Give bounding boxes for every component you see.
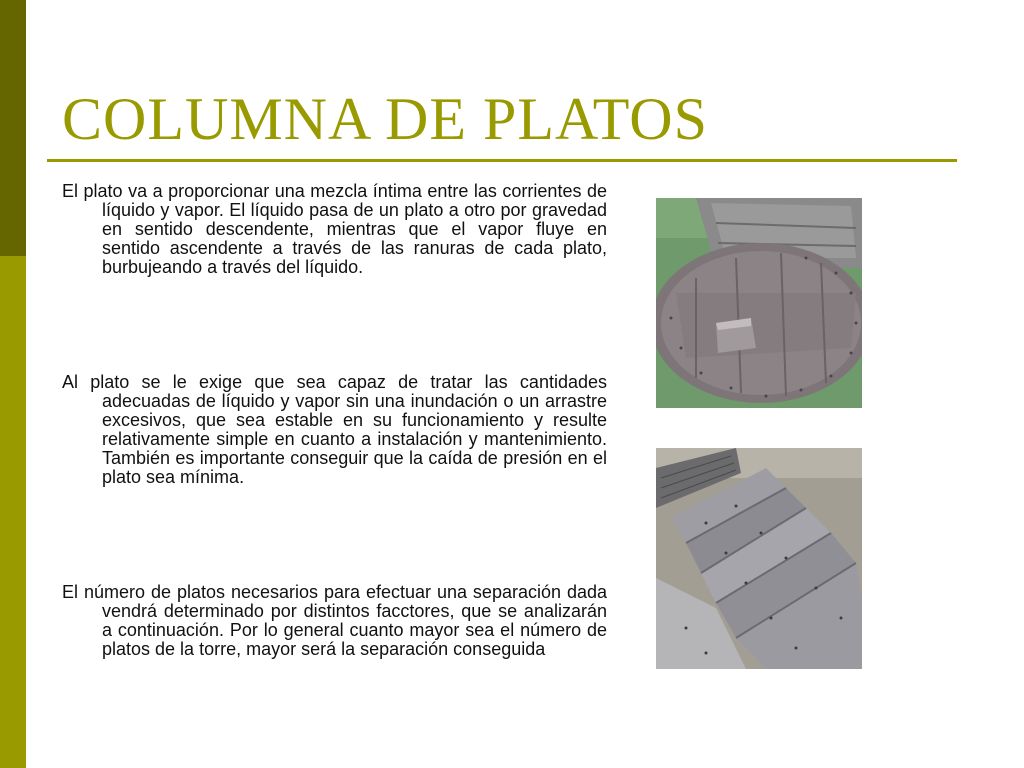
paragraph-plate-requirements: Al plato se le exige que sea capaz de tratar las cantidades adecuadas de líquido y vapor sin una inundación o un arrastre excesivos, que sea estable en su funcionamiento y resulte relativamente simple en cuanto a instalación y mantenimiento. También es importante conseguir que la caída de presión en el plato sea mínima. (62, 372, 607, 487)
side-stripe-top (0, 0, 26, 256)
slide-title: COLUMNA DE PLATOS (62, 86, 708, 152)
paragraph-number-of-plates: El número de platos necesarios para efectuar una separación dada vendrá determinado por distintos facctores, que se analizarán a continuación. Por lo general cuanto mayor sea el número de platos de la torre, mayor será la separación conseguida (62, 582, 607, 659)
paragraph-plate-function: El plato va a proporcionar una mezcla íntima entre las corrientes de líquido y vapor. El líquido pasa de un plato a otro por gravedad en sentido descendente, mientras que el vapor fluye en sentido ascendente a través de las ranuras de cada plato, burbujeando a través del líquido. (62, 181, 607, 277)
plate-photo-sections (656, 448, 862, 669)
side-stripe-middle (0, 256, 26, 512)
plate-photo-round (656, 198, 862, 408)
side-stripe-bottom (0, 512, 26, 768)
title-underline (47, 159, 957, 162)
